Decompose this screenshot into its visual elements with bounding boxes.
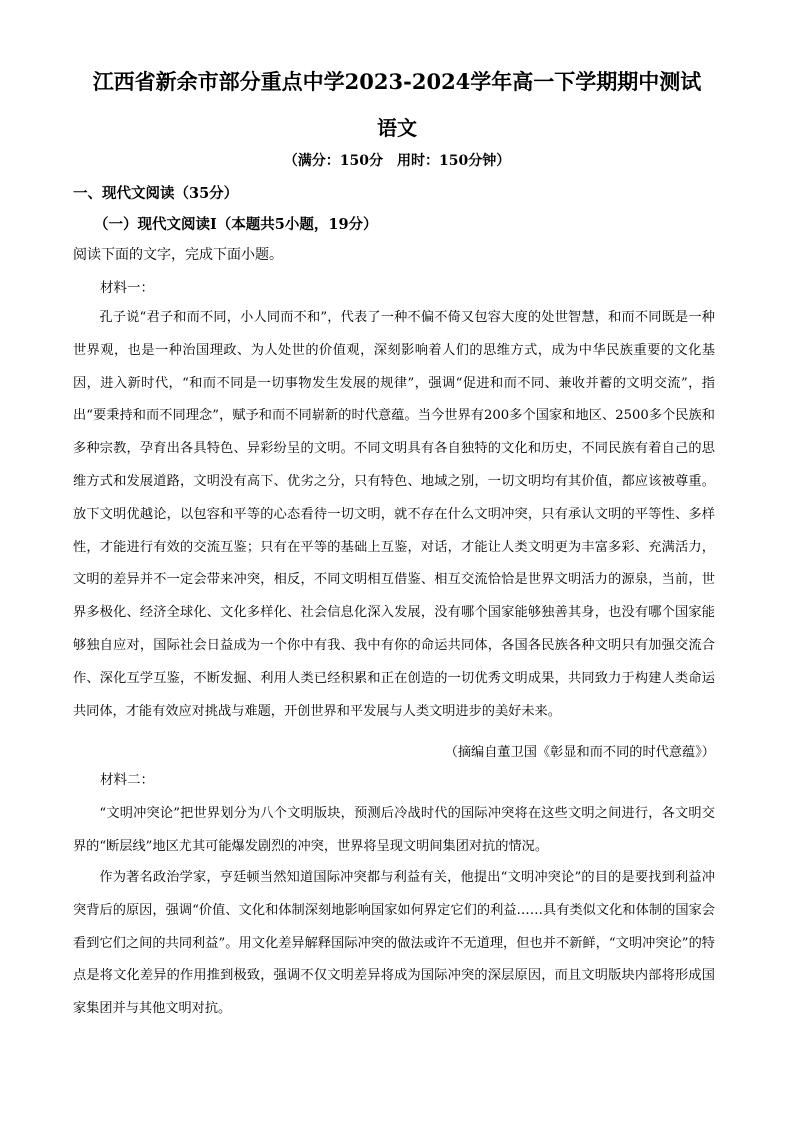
material-two-paragraph-2: 作为著名政治学家，亨廷顿当然知道国际冲突都与利益有关，他提出“文明冲突论”的目的是要找到利益冲突背后的原因，强调“价值、文化和体制深刻地影响国家如何界定它们的利益……具有类似文化和体制的国家会看到它们之间的共同利益”。用文化差异解释国际冲突的做法或许不无道理，但也并不新鲜，“文明冲突论”的特点是将文化差异的作用推到极致，强调不仅文明差异将成为国际冲突的深层原因，而且文明版块内部将形成国家集团并与其他文明对抗。: [73, 870, 715, 1017]
section-heading: 一、现代文阅读（35分）: [73, 185, 239, 202]
exam-meta: （满分：150分 用时：150分钟）: [283, 153, 511, 169]
exam-title: 江西省新余市部分重点中学2023-2024学年高一下学期期中测试: [92, 69, 702, 94]
subsection-heading: （一）现代文阅读Ⅰ（本题共5小题，19分）: [94, 216, 378, 233]
material-one-source: （摘编自董卫国《彰显和而不同的时代意蕴》）: [444, 745, 715, 760]
exam-subject: 语文: [377, 116, 417, 140]
material-two-label: 材料二：: [100, 772, 154, 788]
reading-instruction: 阅读下面的文字，完成下面小题。: [73, 247, 283, 263]
material-two-paragraph-1: “文明冲突论”把世界划分为八个文明版块，预测后冷战时代的国际冲突将在这些文明之间进行，各文明交界的“断层线”地区尤其可能爆发剧烈的冲突，世界将呈现文明间集团对抗的情况。: [73, 806, 715, 854]
material-one-text: 孔子说“君子和而不同，小人同而不和”，代表了一种不偏不倚又包容大度的处世智慧，和而不同既是一种世界观，也是一种治国理政、为人处世的价值观，深刻影响着人们的思维方式，成为中华民族重要的文化基因，进入新时代，“和而不同是一切事物发生发展的规律”，强调“促进和而不同、兼收并蓄的文明交流”，指出“要秉持和而不同理念”，赋予和而不同崭新的时代意蕴。当今世界有200多个国家和地区、2500多个民族和多种宗教，孕育出各具特色、异彩纷呈的文明。不同文明具有各自独特的文化和历史，不同民族有着自己的思维方式和发展道路，文明没有高下、优劣之分，只有特色、地域之别，一切文明均有其价值，都应该被尊重。放下文明优越论，以包容和平等的心态看待一切文明，就不存在什么文明冲突，只有承认文明的平等性、多样性，才能进行有效的交流互鉴；只有在平等的基础上互鉴，对话，才能让人类文明更为丰富多彩、充满活力，文明的差异并不一定会带来冲突，相反，不同文明相互借鉴、相互交流恰恰是世界文明活力的源泉，当前，世界多极化、经济全球化、文化多样化、社会信息化深入发展，没有哪个国家能够独善其身，也没有哪个国家能够独自应对，国际社会日益成为一个你中有我、我中有你的命运共同体，各国各民族各种文明只有加强交流合作、深化互学互鉴，不断发掘、利用人类已经积累和正在创造的一切优秀文明成果，共同致力于构建人类命运共同体，才能有效应对挑战与难题，开创世界和平发展与人类文明进步的美好未来。: [73, 310, 715, 719]
material-one-label: 材料一：: [100, 280, 154, 296]
